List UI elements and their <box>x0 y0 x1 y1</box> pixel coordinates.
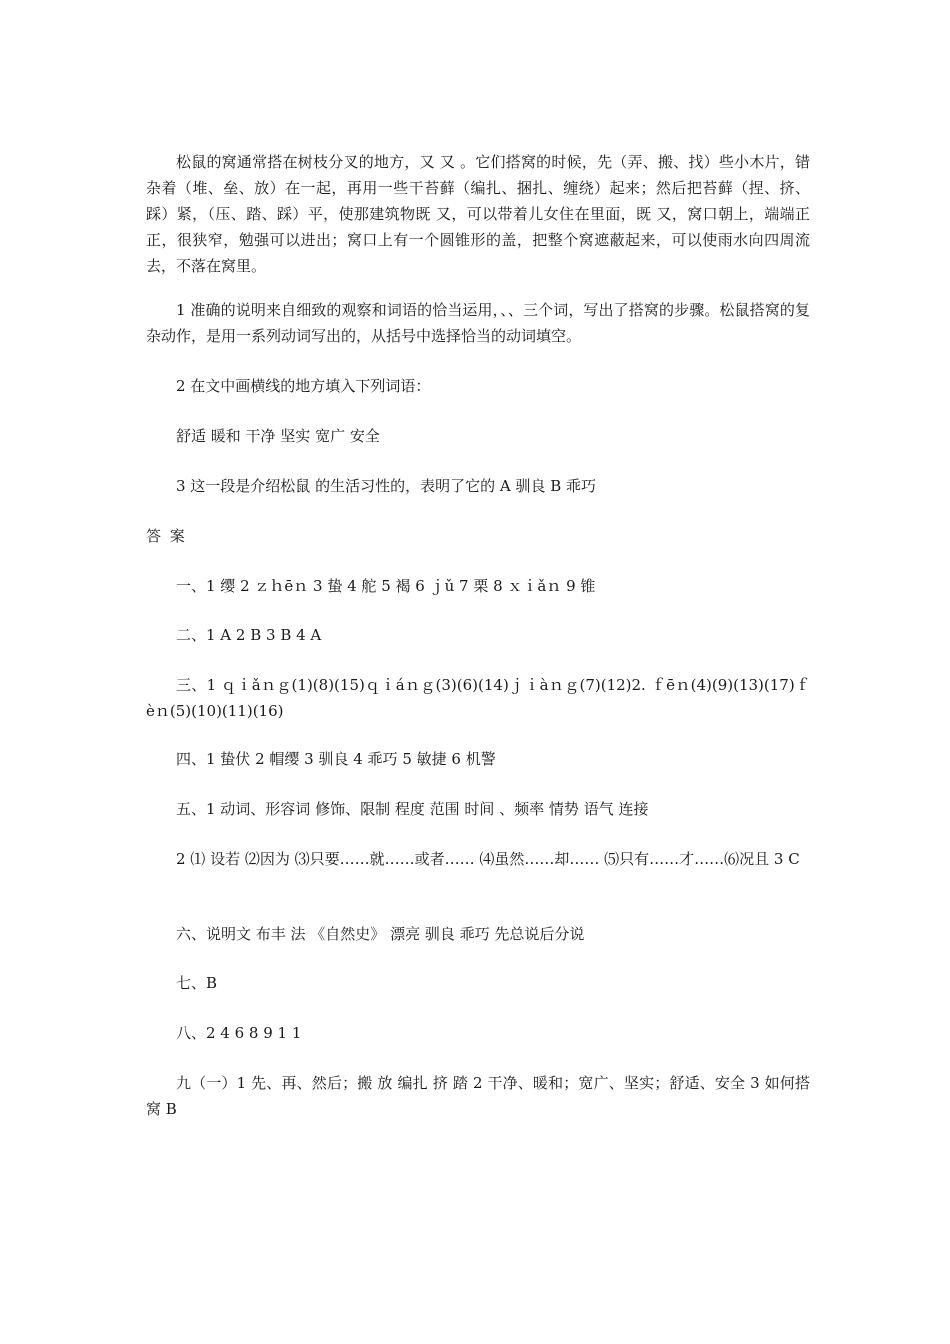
answer-2: 二、1 A 2 B 3 B 4 A <box>176 626 322 644</box>
word-bank: 舒适 暖和 干净 坚实 宽广 安全 <box>176 427 380 445</box>
answers-heading: 答 案 <box>146 527 187 545</box>
question-2: 2 在文中画横线的地方填入下列词语： <box>176 377 431 395</box>
answer-5-part-2: 2 ⑴ 设若 ⑵因为 ⑶只要……就……或者…… ⑷虽然……却…… ⑸只有……才……⑹况且 3 C <box>176 850 800 868</box>
answer-9: 九（一）1 先、再、然后；搬 放 编扎 挤 踏 2 干净、暖和；宽广、坚实；舒适、安全 3 如何搭窝 B <box>146 1074 810 1118</box>
answer-6: 六、说明文 布丰 法 《自然史》 漂亮 驯良 乖巧 先总说后分说 <box>176 925 585 943</box>
answer-8: 八、2 4 6 8 9 1 1 <box>176 1024 302 1042</box>
answer-3: 三、1 ｑｉǎｎｇ(1)(8)(15)ｑｉáｎｇ(3)(6)(14)ｊｉàｎｇ(7)(12)2. ｆēｎ(4)(9)(13)(17)ｆèｎ(5)(10)(11)(16) <box>146 676 810 720</box>
passage-paragraph: 松鼠的窝通常搭在树枝分叉的地方，又 又 。它们搭窝的时候，先（弄、搬、找）些小木片，错杂着（堆、垒、放）在一起，再用一些干苔藓（编扎、捆扎、缠绕）起来；然后把苔藓（捏、挤、踩）紧，（压、踏、踩）平，使那建筑物既 又，可以带着儿女住在里面，既 又，窝口朝上，端端正正，很狭窄，勉强可以进出；窝口上有一个圆锥形的盖，把整个窝遮蔽起来，可以使雨水向四周流去，不落在窝里。 <box>146 153 810 275</box>
answer-5: 五、1 动词、形容词 修饰、限制 程度 范围 时间 、频率 情势 语气 连接 <box>176 800 649 818</box>
question-1: 1 准确的说明来自细致的观察和词语的恰当运用，、、三个词，写出了搭窝的步骤。松鼠搭窝的复杂动作，是用一系列动词写出的，从括号中选择恰当的动词填空。 <box>146 301 810 345</box>
answer-1: 一、1 缨 2 ｚｈēｎ 3 蛰 4 舵 5 褐 6 ｊǔ 7 栗 8 ｘｉǎｎ 9 锥 <box>176 577 596 595</box>
answer-4: 四、1 蛰伏 2 帽缨 3 驯良 4 乖巧 5 敏捷 6 机警 <box>176 750 496 768</box>
answer-7: 七、B <box>176 974 218 992</box>
question-3: 3 这一段是介绍松鼠 的生活习性的，表明了它的 A 驯良 B 乖巧 <box>176 477 597 495</box>
